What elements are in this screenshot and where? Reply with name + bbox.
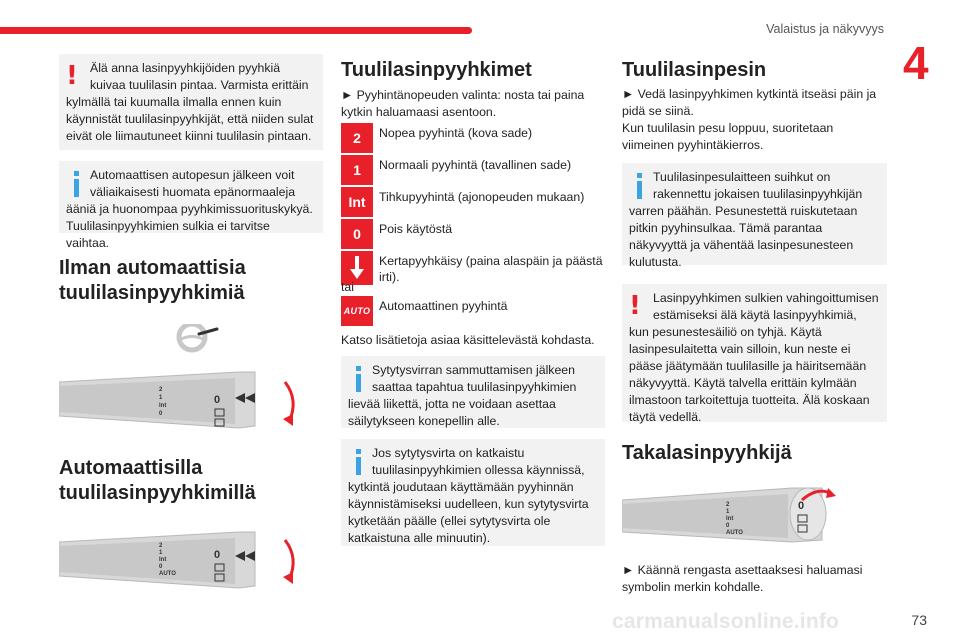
info-icon bbox=[629, 169, 653, 201]
lever-mark-2: 2 bbox=[159, 387, 163, 393]
wiper-lever-auto-drawing bbox=[59, 522, 323, 597]
symbol-text-intermittent: Tihkupyyhintä (ajonopeuden mukaan) bbox=[379, 190, 585, 204]
warning-exclamation-icon: ! bbox=[66, 61, 78, 91]
info-text: Jos sytytysvirta on katkaistu tuulilasinpyyhkimien ollessa käynnissä, kytkintä joudutaan käyttämään pyyhinnän käynnistämiseksi uudelleen, kun sytytysvirta kytketään päälle (ellei sytytysvirta ole katkaistuna alle minuutin). bbox=[348, 446, 589, 545]
heading-with-auto-wipers: Automaattisilla tuulilasinpyyhkimillä bbox=[59, 457, 256, 504]
warning-text: Älä anna lasinpyyhkijöiden pyyhkiä kuivaa tuulilasin pintaa. Varmista erittäin kylmällä tai kuumalla ilmalla ennen kuin käynnistät tuulilasinpyyhkijät, että niiden sulat eivät ole liimautuneet kiinni tuulilasin pintaan. bbox=[66, 61, 314, 143]
symbol-text-normal: Normaali pyyhintä (tavallinen sade) bbox=[379, 158, 572, 172]
chapter-number: 4 bbox=[903, 37, 929, 89]
steering-wheel-icon bbox=[179, 324, 217, 350]
rear-ring-mark-zero: 0 bbox=[798, 500, 805, 512]
lever-auto-mark-0: 0 bbox=[159, 564, 163, 570]
lever-mark-0: 0 bbox=[159, 411, 163, 417]
badge-auto: AUTO bbox=[341, 296, 373, 326]
info-text: Tuulilasinpesulaitteen suihkut on rakennettu jokaisen tuulilasinpyyhkijän varren päähän. Pesunestettä ruiskutetaan pitkin pyyhinsulkaa. Tämä parantaa näkyvyyttä ja vähentää lasinpesunesteen kulutusta. bbox=[629, 170, 863, 269]
rear-ring-mark-0: 0 bbox=[214, 394, 221, 406]
or-label: tai bbox=[341, 280, 354, 294]
rear-wiper-instruction: ► Käännä rengasta asettaaksesi haluamasi symbolin merkin kohdalle. bbox=[622, 563, 863, 594]
washer-end-note: Kun tuulilasin pesu loppuu, suoritetaan viimeinen pyyhintäkierros. bbox=[622, 121, 834, 152]
heading-windscreen-wipers: Tuulilasinpyyhkimet bbox=[341, 59, 532, 81]
info-text: Sytytysvirran sammuttamisen jälkeen saattaa tapahtua tuulilasinpyyhkimien lievää liikettä, jotta ne voidaan asettaa säilytykseen konepellin alle. bbox=[348, 363, 577, 428]
wiper-speed-intro: ► Pyyhintänopeuden valinta: nosta tai paina kytkin haluamaasi asentoon. bbox=[341, 88, 585, 119]
washer-instruction: ► Vedä lasinpyyhkimen kytkintä itseäsi päin ja pidä se siinä. bbox=[622, 87, 877, 118]
symbol-row-single bbox=[341, 251, 605, 285]
symbol-text-fast: Nopea pyyhintä (kova sade) bbox=[379, 126, 533, 140]
warning-exclamation-icon: ! bbox=[629, 291, 641, 321]
warning-text: Lasinpyyhkimen sulkien vahingoittumisen estämiseksi älä käytä lasinpyyhkimiä, kun pesunestesäiliö on tyhjä. Käytä lasinpesulaitetta vain silloin, kun neste ei pääse jäätymään tuulilasille ja häiritsemään näkyvyyttä. Käytä talvella erittäin kylmään ilmastoon tarkoitettuja tuotteita. Älä koskaan täytä vedellä. bbox=[629, 291, 879, 424]
symbol-row-fast bbox=[341, 123, 605, 153]
lever-auto-mark-auto: AUTO bbox=[159, 571, 176, 577]
lever-mark-int: Int bbox=[159, 403, 167, 409]
info-note-car-wash bbox=[59, 161, 323, 250]
badge-2: 2 bbox=[341, 123, 373, 153]
rear-wiper-lever-drawing bbox=[622, 480, 887, 552]
info-icon bbox=[348, 362, 372, 394]
info-note-ignition-off bbox=[341, 356, 605, 428]
rear-lever-mark-auto: AUTO bbox=[726, 530, 743, 536]
watermark: carmanualsonline.info bbox=[612, 610, 840, 633]
lever-auto-mark-2: 2 bbox=[159, 543, 163, 549]
heading-windscreen-washer: Tuulilasinpesin bbox=[622, 59, 767, 81]
section-title: Valaistus ja näkyvyys bbox=[766, 22, 884, 36]
heading-rear-wiper: Takalasinpyyhkijä bbox=[622, 442, 792, 464]
rear-lever-mark-2: 2 bbox=[726, 502, 730, 508]
symbol-row-auto bbox=[341, 296, 605, 326]
lever-auto-mark-int: Int bbox=[159, 557, 167, 563]
symbol-text-single: Kertapyyhkäisy (paina alaspäin ja päästä irti). bbox=[379, 254, 603, 284]
badge-1: 1 bbox=[341, 155, 373, 185]
wiper-lever-illustration-manual bbox=[59, 324, 323, 439]
symbol-row-off bbox=[341, 219, 605, 249]
column-left bbox=[59, 54, 323, 597]
rear-lever-mark-int: Int bbox=[726, 516, 734, 522]
page-number: 73 bbox=[911, 612, 927, 628]
badge-int: Int bbox=[341, 187, 373, 217]
info-icon bbox=[348, 445, 372, 477]
heading-without-auto-wipers: Ilman automaattisia tuulilasinpyyhkimiä bbox=[59, 257, 246, 304]
lever-auto-mark-1: 1 bbox=[159, 550, 163, 556]
reference-text: Katso lisätietoja asiaa käsittelevästä kohdasta. bbox=[341, 333, 595, 347]
info-note-washer-jets bbox=[622, 163, 887, 269]
info-icon bbox=[66, 167, 90, 199]
column-middle bbox=[341, 54, 605, 546]
lever-mark-1: 1 bbox=[159, 395, 163, 401]
header-red-bar bbox=[0, 27, 472, 34]
rear-wiper-illustration bbox=[622, 480, 887, 552]
info-text: Automaattisen autopesun jälkeen voit väliaikaisesti huomata epänormaaleja ääniä ja huonompaa pyyhkimissuorituskykyä. Tuulilasinpyyhkimien sulkia ei tarvitse vaihtaa. bbox=[66, 168, 313, 250]
rear-lever-mark-1: 1 bbox=[726, 509, 730, 515]
warning-note-dry-glass bbox=[59, 54, 323, 150]
info-note-restart bbox=[341, 439, 605, 546]
warning-note-empty-reservoir bbox=[622, 284, 887, 422]
symbol-row-normal bbox=[341, 155, 605, 185]
symbol-row-intermittent bbox=[341, 187, 605, 217]
rear-ring-auto-mark-0: 0 bbox=[214, 549, 221, 561]
rear-lever-mark-0: 0 bbox=[726, 523, 730, 529]
wiper-lever-drawing bbox=[59, 324, 323, 439]
symbol-text-off: Pois käytöstä bbox=[379, 222, 453, 236]
symbol-text-auto: Automaattinen pyyhintä bbox=[379, 299, 508, 313]
wiper-lever-illustration-auto bbox=[59, 522, 323, 597]
column-right bbox=[622, 54, 887, 596]
badge-0: 0 bbox=[341, 219, 373, 249]
